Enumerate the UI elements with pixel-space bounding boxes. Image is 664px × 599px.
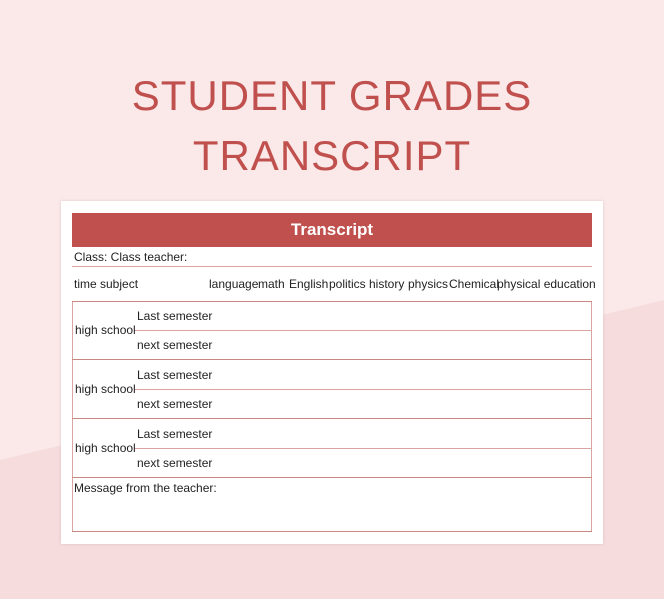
- divider: [134, 330, 592, 331]
- page-title-line-1: STUDENT GRADES: [131, 72, 533, 119]
- subject-history: history: [369, 277, 405, 291]
- page-title-line-2: TRANSCRIPT: [192, 132, 472, 179]
- class-row-label: Class: Class teacher:: [74, 250, 188, 264]
- transcript-header: Transcript: [72, 213, 592, 247]
- semester-label: Last semester: [137, 427, 213, 441]
- divider: [72, 359, 592, 360]
- subject-row-label: time subject: [74, 277, 139, 291]
- divider: [72, 301, 592, 302]
- subject-physics: physics: [408, 277, 449, 291]
- group-level-label: high school: [75, 441, 136, 455]
- subject-politics: politics: [329, 277, 366, 291]
- divider: [72, 266, 592, 267]
- semester-label: Last semester: [137, 309, 213, 323]
- divider: [72, 418, 592, 419]
- divider: [72, 477, 592, 478]
- group-level-label: high school: [75, 323, 136, 337]
- semester-label: next semester: [137, 456, 213, 470]
- table-left-border: [72, 301, 73, 532]
- page-title: [0, 66, 664, 186]
- semester-label: next semester: [137, 397, 213, 411]
- subject-language: language: [209, 277, 259, 291]
- subject-physical-education: physical education: [497, 277, 596, 291]
- semester-label: next semester: [137, 338, 213, 352]
- divider: [134, 389, 592, 390]
- subject-math: math: [258, 277, 285, 291]
- divider: [72, 531, 592, 532]
- subject-chemical: Chemical: [449, 277, 500, 291]
- table-right-border: [591, 301, 592, 532]
- transcript-sheet: [61, 201, 603, 544]
- subject-english: English: [289, 277, 329, 291]
- semester-label: Last semester: [137, 368, 213, 382]
- teacher-message-label: Message from the teacher:: [74, 481, 217, 495]
- divider: [134, 448, 592, 449]
- group-level-label: high school: [75, 382, 136, 396]
